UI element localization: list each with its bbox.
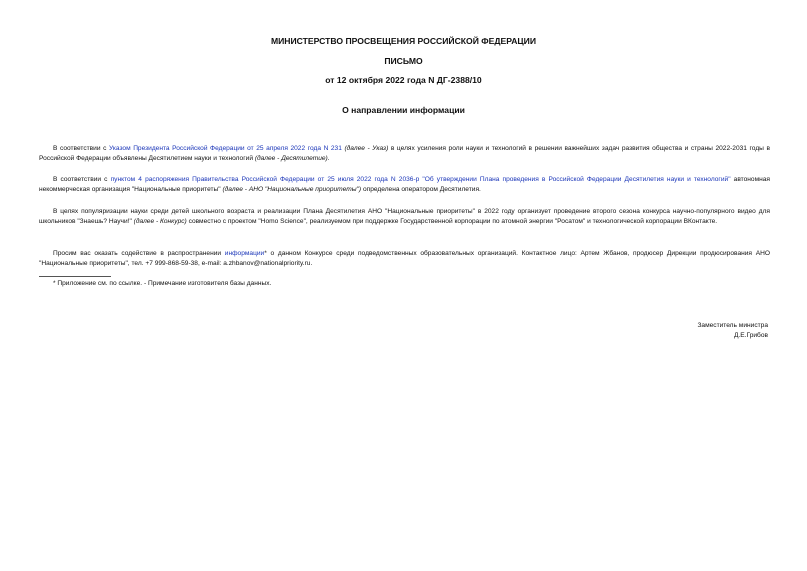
paragraph-4-text-1: Просим вас оказать содействие в распространении — [53, 250, 225, 257]
link-government-order[interactable]: пунктом 4 распоряжения Правительства Российской Федерации от 25 июля 2022 года N 2036-р "Об утверждении Плана проведения в Российской Федерации Десятилетия науки и технологий" — [110, 176, 731, 183]
signature-name: Д.Е.Грибов — [733, 332, 768, 339]
paragraph-2 — [39, 175, 770, 195]
paragraph-1-text-1: В соответствии с — [53, 145, 109, 152]
paragraph-1-italic-1: (далее - Указ) — [344, 145, 389, 152]
footnote-divider — [39, 276, 111, 277]
paragraph-1-text-3: в целях усиления роли науки и технологий в решении важнейших задач развития общества и страны 2022-2031 годы в Российской Федерации объявлены Десятилетием науки и технологий — [39, 145, 770, 163]
document-type: ПИСЬМО — [384, 56, 423, 66]
document-date-number: от 12 октября 2022 года N ДГ-2388/10 — [325, 75, 482, 85]
signature-position: Заместитель министра — [697, 322, 768, 329]
paragraph-3-italic-1: (далее - Конкурс) — [133, 218, 187, 226]
paragraph-4 — [39, 249, 770, 269]
paragraph-1 — [39, 144, 770, 164]
link-presidential-decree[interactable]: Указом Президента Российской Федерации от 25 апреля 2022 года N 231 — [108, 145, 342, 152]
paragraph-2-text-2: автономная некоммерческая организация "Национальные приоритеты" — [39, 176, 771, 194]
paragraph-1-text-4: . — [327, 155, 330, 163]
paragraph-1-italic-2: (далее - Десятилетие) — [254, 155, 328, 163]
paragraph-3-text-2: совместно с проектом "Homo Science", реализуемом при поддержке Государственной корпорации по атомной энергии "Росатом" и технологической корпорации ВКонтакте. — [186, 218, 718, 226]
footnote: * Приложение см. по ссылке. - Примечание изготовителя базы данных. — [53, 280, 272, 287]
paragraph-3-text-1: В целях популяризации науки среди детей школьного возраста и реализации Плана Десятилетия АНО "Национальные приоритеты" в 2022 году организует проведение второго сезона конкурса научно-популярного видео для школьников "Знаешь? Научи!" — [39, 208, 770, 226]
paragraph-3 — [39, 207, 770, 227]
ministry-title: МИНИСТЕРСТВО ПРОСВЕЩЕНИЯ РОССИЙСКОЙ ФЕДЕРАЦИИ — [270, 36, 537, 46]
paragraph-2-text-3: определена оператором Десятилетия. — [361, 186, 481, 194]
document-subject: О направлении информации — [342, 105, 465, 115]
paragraph-2-italic-1: (далее - АНО "Национальные приоритеты") — [222, 186, 362, 194]
paragraph-4-text-2: * о данном Конкурсе среди подведомственных образовательных организаций. Контактное лицо: Артем Жбанов, продюсер Дирекции продюсирования АНО "Национальные приоритеты", тел. +7 999-868-59-38, e-mail: a.zhbanov@nationalpriority.ru. — [39, 250, 770, 268]
paragraph-2-text-1: В соответствии с — [53, 176, 111, 183]
link-information[interactable]: информации — [224, 250, 265, 257]
